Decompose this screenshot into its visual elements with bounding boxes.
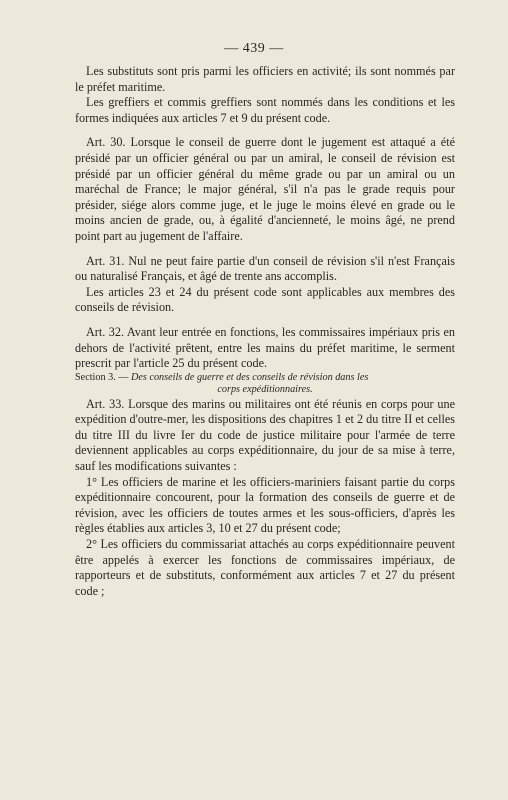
- article-30: Art. 30. Lorsque le conseil de guerre dont le jugement est attaqué a été présidé par un officier général ou par un amiral, le conseil de révision est présidé par un officier général du même grade ou par un amiral ou un maréchal de France; le major général, s'il n'a pas le grade requis pour présider, siége alors comme juge, et le juge le moins élevé en grade ou le moins ancien de grade, ou, à égalité d'ancienneté, le moins âgé, ne prend point part au jugement de l'affaire.: [75, 135, 455, 243]
- body-text: [75, 64, 455, 599]
- section-title-line2: corps expéditionnaires.: [217, 384, 313, 396]
- article-33: Art. 33. Lorsque des marins ou militaires ont été réunis en corps pour une expédition d'outre-mer, les dispositions des chapitres 1 et 2 du titre II et celles du titre III du livre Ier du code de justice militaire pour l'armée de terre deviennent applicables au corps expéditionnaire, du jour de sa mise à terre, sauf les modifications suivantes :: [75, 396, 455, 474]
- paragraph: Les articles 23 et 24 du présent code sont applicables aux membres des conseils de révision.: [75, 284, 455, 315]
- paragraph: Les substituts sont pris parmi les officiers en activité; ils sont nommés par le préfet maritime.: [75, 64, 455, 94]
- section-title-line1: Des conseils de guerre et des conseils de révision dans les: [131, 371, 369, 383]
- page-number: — 439 —: [224, 41, 284, 56]
- section-heading: [75, 372, 455, 397]
- paragraph: Les greffiers et commis greffiers sont nommés dans les conditions et les formes indiquées aux articles 7 et 9 du présent code.: [75, 95, 455, 125]
- article-32: Art. 32. Avant leur entrée en fonctions, les commissaires impériaux pris en dehors de l'activité prêtent, entre les mains du préfet maritime, le serment prescrit par l'article 25 du présent code.: [75, 324, 455, 371]
- paragraph: 2° Les officiers du commissariat attachés au corps expéditionnaire peuvent être appelés à exercer les fonctions de commissaires impériaux, de rapporteurs et de substituts, conformément aux articles 7 et 27 du présent code ;: [75, 537, 455, 598]
- paragraph: 1° Les officiers de marine et les officiers-mariniers faisant partie du corps expéditionnaire concourent, pour la formation des conseils de guerre et de révision, avec les officiers de toutes armes et les sous-officiers, d'après les règles établies aux articles 3, 10 et 27 du présent code;: [75, 474, 455, 536]
- article-31: Art. 31. Nul ne peut faire partie d'un conseil de révision s'il n'est Français ou naturalisé Français, et âgé de trente ans accomplis.: [75, 253, 455, 284]
- section-label: Section 3. —: [75, 371, 129, 383]
